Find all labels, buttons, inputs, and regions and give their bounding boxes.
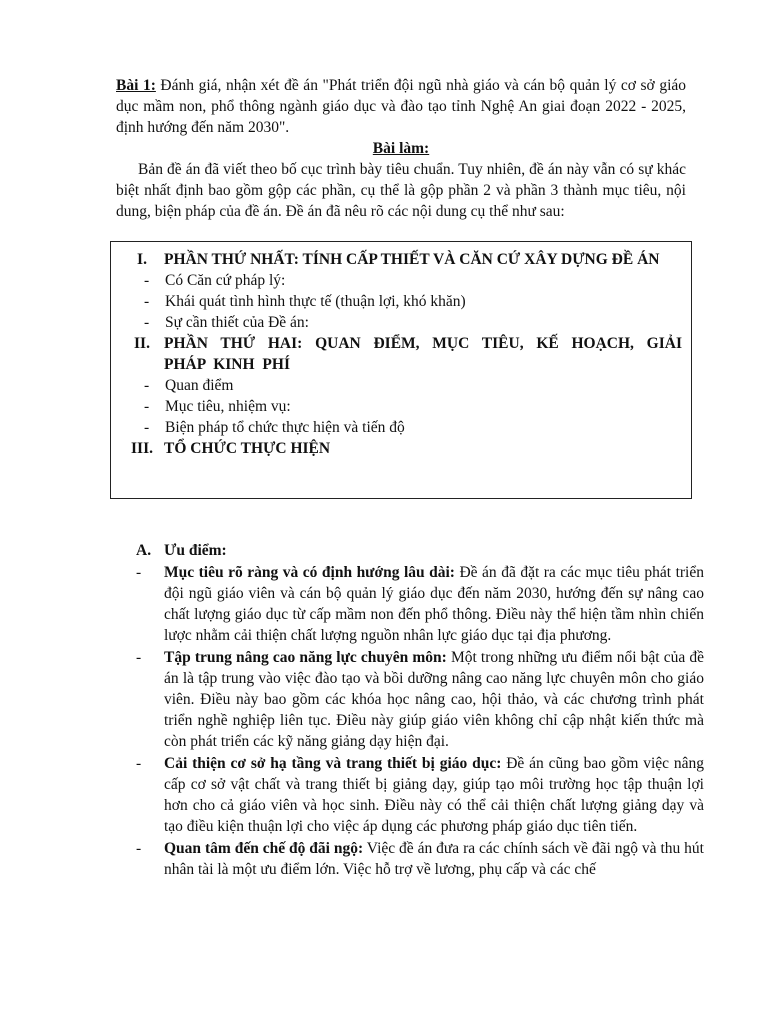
section-title: TỔ CHỨC THỰC HIỆN	[164, 440, 331, 457]
advantage-text: Đề án cũng bao gồm việc nâng cấp cơ sở vật chất và trang thiết bị giảng dạy, giúp tạo môi trường học tập thuận lợi hơn cho cả giáo viên và học sinh. Điều này có thể cải thiện chất lượng giảng dạy và tạo điều kiện thuận lợi cho việc áp dụng các phương pháp giáo dục tiên tiến.	[164, 755, 704, 835]
section-letter: A.	[136, 542, 152, 559]
advantage-item: - Tập trung nâng cao năng lực chuyên môn: Một trong những ưu điểm nổi bật của đề án là tập trung vào việc đào tạo và bồi dưỡng nâng cao năng lực chuyên môn cho giáo viên. Điều này bao gồm các khóa học nâng cao, hội thảo, và các chương trình phát triển nghề nghiệp liên tục. Điều này giúp giáo viên không chỉ cập nhật kiến thức mà còn phát triển các kỹ năng giảng dạy hiện đại.	[136, 649, 704, 750]
outline-bullet: - Mục tiêu, nhiệm vụ:	[144, 398, 291, 415]
bullet-text: Khái quát tình hình thực tế (thuận lợi, khó khăn)	[165, 293, 466, 310]
outline-bullet: - Khái quát tình hình thực tế (thuận lợi, khó khăn)	[144, 293, 466, 310]
outline-bullet: - Quan điểm	[144, 377, 234, 394]
advantage-title: Cải thiện cơ sở hạ tầng và trang thiết bị giáo dục:	[164, 755, 502, 772]
outline-section	[120, 249, 682, 270]
outline-bullet: - Biện pháp tổ chức thực hiện và tiến độ	[144, 419, 405, 436]
section-title: PHẦN THỨ NHẤT: TÍNH CẤP THIẾT VÀ CĂN CỨ XÂY DỰNG ĐỀ ÁN	[164, 251, 660, 268]
section-numeral: III.	[131, 440, 153, 457]
outline-bullet: - Sự cần thiết của Đề án:	[144, 314, 309, 331]
advantage-text: Một trong những ưu điểm nổi bật của đề án là tập trung vào việc đào tạo và bồi dưỡng nâng cao năng lực chuyên môn cho giáo viên. Điều này bao gồm các khóa học nâng cao, hội thảo, và các chương trình phát triển nghề nghiệp liên tục. Điều này giúp giáo viên không chỉ cập nhật kiến thức mà còn phát triển các kỹ năng giảng dạy hiện đại.	[164, 649, 704, 750]
outline-bullet: - Có Căn cứ pháp lý:	[144, 272, 286, 289]
assignment-label: Bài 1:	[116, 77, 156, 94]
outline-box	[110, 241, 692, 499]
assignment-prompt	[116, 75, 686, 138]
advantage-title: Tập trung nâng cao năng lực chuyên môn:	[164, 649, 447, 666]
assignment-text: Đánh giá, nhận xét đề án "Phát triển đội ngũ nhà giáo và cán bộ quản lý cơ sở giáo dục mầm non, phổ thông ngành giáo dục và đào tạo tỉnh Nghệ An giai đoạn 2022 - 2025, định hướng đến năm 2030".	[116, 77, 687, 136]
advantage-item: - Quan tâm đến chế độ đãi ngộ: Việc đề án đưa ra các chính sách về đãi ngộ và thu hút nhân tài là một ưu điểm lớn. Việc hỗ trợ về lương, phụ cấp và các chế	[136, 840, 704, 878]
intro-block	[116, 75, 686, 222]
outline-section	[120, 438, 682, 459]
intro-paragraph: Bản đề án đã viết theo bố cục trình bày tiêu chuẩn. Tuy nhiên, đề án này vẫn có sự khác biệt nhất định bao gồm gộp các phần, cụ thể là gộp phần 2 và phần 3 thành mục tiêu, nội dung, biện pháp của đề án. Đề án đã nêu rõ các nội dung cụ thể như sau:	[116, 161, 686, 220]
advantage-title: Mục tiêu rõ ràng và có định hướng lâu dài:	[164, 564, 455, 581]
bullet-text: Quan điểm	[165, 377, 234, 394]
answer-heading: Bài làm:	[372, 140, 430, 157]
advantage-item: - Cải thiện cơ sở hạ tầng và trang thiết bị giáo dục: Đề án cũng bao gồm việc nâng cấp cơ sở vật chất và trang thiết bị giảng dạy, giúp tạo môi trường học tập thuận lợi hơn cho cả giáo viên và học sinh. Điều này có thể cải thiện chất lượng giảng dạy và tạo điều kiện thuận lợi cho việc áp dụng các phương pháp giáo dục tiên tiến.	[136, 755, 704, 835]
advantage-text: Đề án đã đặt ra các mục tiêu phát triển đội ngũ giáo viên và cán bộ quản lý giáo dục đến năm 2030, hướng đến sự nâng cao chất lượng giáo dục từ cấp mầm non đến phổ thông. Điều này thể hiện tầm nhìn chiến lược nhằm cải thiện chất lượng nguồn nhân lực giáo dục tại địa phương.	[164, 564, 704, 644]
section-numeral: I.	[137, 251, 147, 268]
advantages-heading	[136, 540, 704, 561]
outline-section	[120, 333, 682, 375]
section-numeral: II.	[134, 335, 150, 352]
bullet-text: Biện pháp tổ chức thực hiện và tiến độ	[165, 419, 405, 436]
section-title: PHẦN THỨ HAI: QUAN ĐIỂM, MỤC TIÊU, KẾ HOẠCH, GIẢI PHÁP KINH PHÍ	[164, 335, 682, 373]
bullet-text: Sự cần thiết của Đề án:	[165, 314, 309, 331]
advantage-text: Việc đề án đưa ra các chính sách về đãi ngộ và thu hút nhân tài là một ưu điểm lớn. Việc hỗ trợ về lương, phụ cấp và các chế	[164, 840, 704, 878]
advantages-section	[136, 540, 704, 881]
bullet-text: Mục tiêu, nhiệm vụ:	[165, 398, 291, 415]
bullet-text: Có Căn cứ pháp lý:	[165, 272, 286, 289]
advantage-item: - Mục tiêu rõ ràng và có định hướng lâu dài: Đề án đã đặt ra các mục tiêu phát triển đội ngũ giáo viên và cán bộ quản lý giáo dục đến năm 2030, hướng đến sự nâng cao chất lượng giáo dục từ cấp mầm non đến phổ thông. Điều này thể hiện tầm nhìn chiến lược nhằm cải thiện chất lượng nguồn nhân lực giáo dục tại địa phương.	[136, 564, 704, 644]
advantages-title: Ưu điểm:	[164, 542, 227, 559]
advantage-title: Quan tâm đến chế độ đãi ngộ:	[164, 840, 364, 857]
